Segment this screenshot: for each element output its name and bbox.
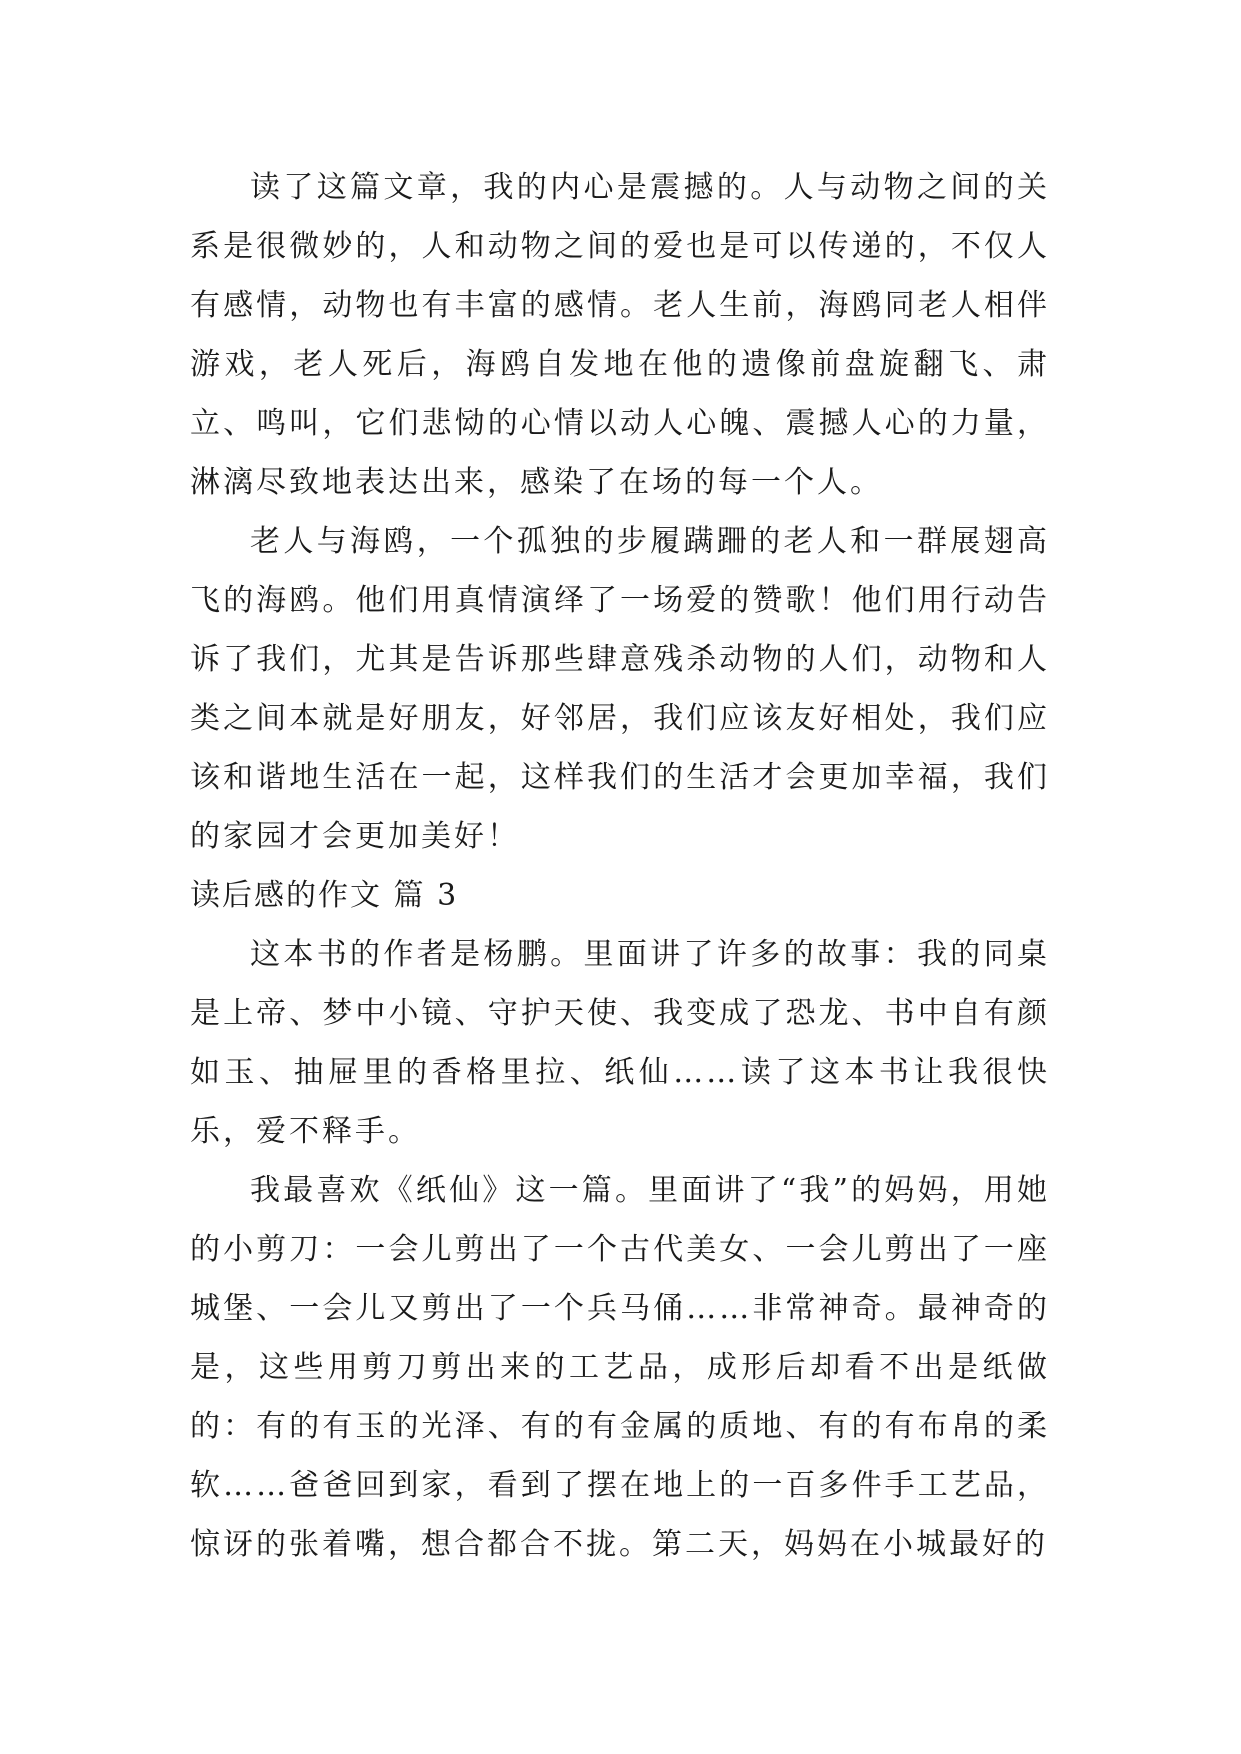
document-body [190,158,1050,1574]
section-heading: 读后感的作文 篇 3 [190,878,459,913]
paragraph: 老人与海鸥，一个孤独的步履蹒跚的老人和一群展翅高飞的海鸥。他们用真情演绎了一场爱的赞歌！他们用行动告诉了我们，尤其是告诉那些肆意残杀动物的人们，动物和人类之间本就是好朋友，好邻居，我们应该友好相处，我们应该和谐地生活在一起，这样我们的生活才会更加幸福，我们的家园才会更加美好！ [190,524,1050,854]
paragraph: 这本书的作者是杨鹏。里面讲了许多的故事：我的同桌是上帝、梦中小镜、守护天使、我变成了恐龙、书中自有颜如玉、抽屉里的香格里拉、纸仙……读了这本书让我很快乐，爱不释手。 [190,937,1050,1149]
paragraph: 读了这篇文章，我的内心是震撼的。人与动物之间的关系是很微妙的，人和动物之间的爱也是可以传递的，不仅人有感情，动物也有丰富的感情。老人生前，海鸥同老人相伴游戏，老人死后，海鸥自发地在他的遗像前盘旋翻飞、肃立、鸣叫，它们悲恸的心情以动人心魄、震撼人心的力量，淋漓尽致地表达出来，感染了在场的每一个人。 [190,170,1050,500]
paragraph: 我最喜欢《纸仙》这一篇。里面讲了“我”的妈妈，用她的小剪刀：一会儿剪出了一个古代美女、一会儿剪出了一座城堡、一会儿又剪出了一个兵马俑……非常神奇。最神奇的是，这些用剪刀剪出来的工艺品，成形后却看不出是纸做的：有的有玉的光泽、有的有金属的质地、有的有布帛的柔软……爸爸回到家，看到了摆在地上的一百多件手工艺品，惊讶的张着嘴，想合都合不拢。第二天，妈妈在小城最好的 [190,1173,1050,1562]
